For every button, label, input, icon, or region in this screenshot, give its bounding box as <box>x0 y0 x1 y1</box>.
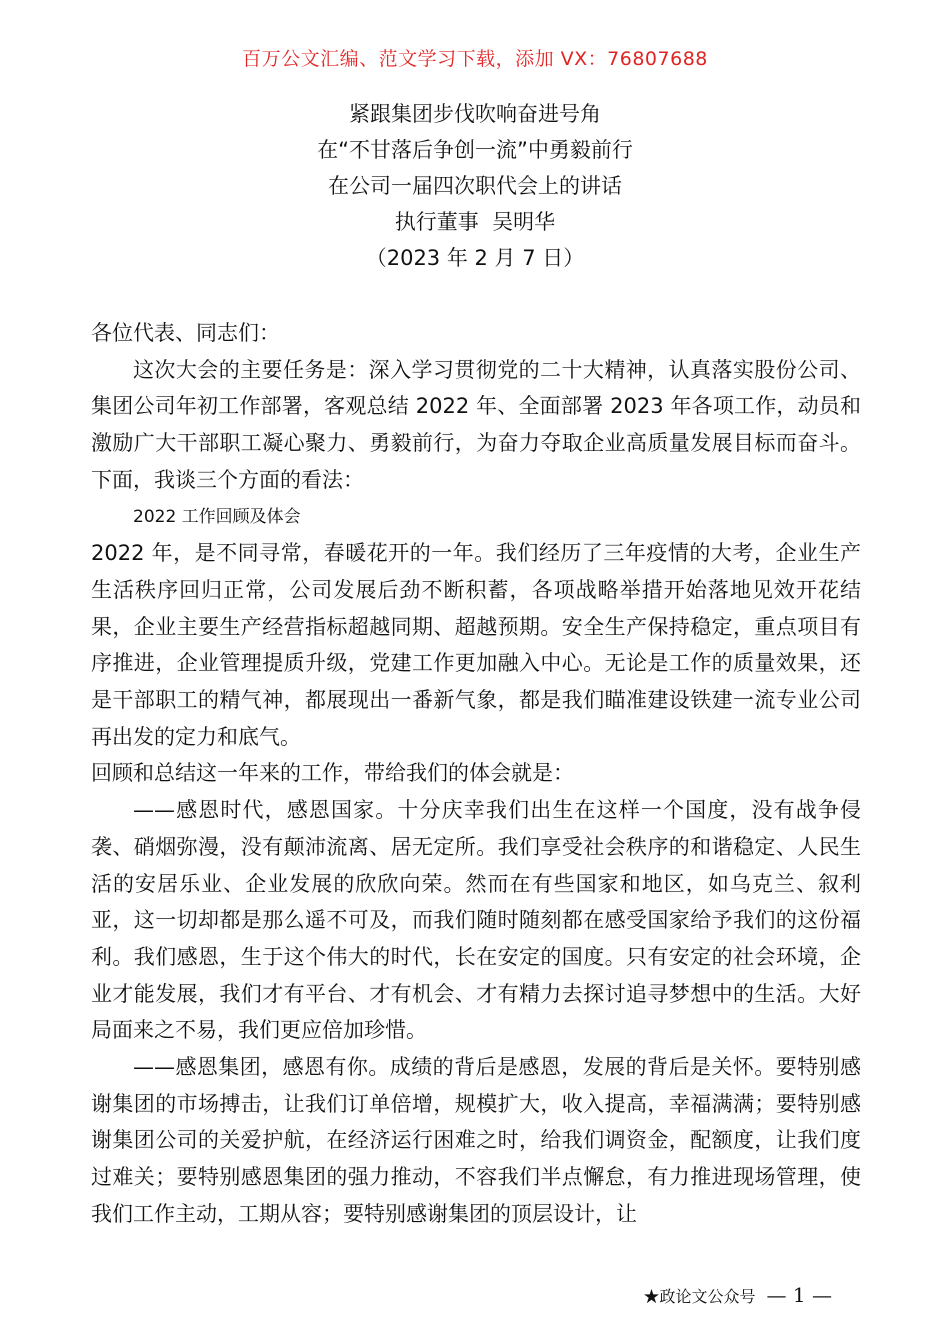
point-2-paragraph: ——感恩集团，感恩有你。成绩的背后是感恩，发展的背后是关怀。要特别感谢集团的市场搏击，让我们订单倍增，规模扩大，收入提高，幸福满满；要特别感谢集团公司的关爱护航，在经济运行困难之时，给我们调资金，配额度，让我们度过难关；要特别感恩集团的强力推动，不容我们半点懈怠，有力推进现场管理，使我们工作主动，工期从容；要特别感谢集团的顶层设计，让 <box>91 1055 861 1226</box>
title-line-3: 在公司一届四次职代会上的讲话 <box>328 174 622 198</box>
section-heading: 2022 工作回顾及体会 <box>133 506 301 527</box>
speech-title-block <box>0 96 950 276</box>
title-line-2: 在“不甘落后争创一流”中勇毅前行 <box>317 138 633 162</box>
intro-paragraph: 这次大会的主要任务是：深入学习贯彻党的二十大精神，认真落实股份公司、集团公司年初工作部署，客观总结 2022 年、全面部署 2023 年各项工作，动员和激励广大干部职工凝心聚力、勇毅前行，为奋力夺取企业高质量发展目标而奋斗。下面，我谈三个方面的看法： <box>91 357 861 492</box>
title-line-1: 紧跟集团步伐吹响奋进号角 <box>349 102 601 126</box>
point-1-paragraph: ——感恩时代，感恩国家。十分庆幸我们出生在这样一个国度，没有战争侵袭、硝烟弥漫，没有颠沛流离、居无定所。我们享受社会秩序的和谐稳定、人民生活的安居乐业、企业发展的欣欣向荣。然而在有些国家和地区，如乌克兰、叙利亚，这一切却都是那么遥不可及，而我们随时随刻都在感受国家给予我们的这份福利。我们感恩，生于这个伟大的时代，长在安定的国度。只有安定的社会环境，企业才能发展，我们才有平台、才有机会、才有精力去探讨追寻梦想中的生活。大好局面来之不易，我们更应倍加珍惜。 <box>91 798 861 1043</box>
footer-source: ★政论文公众号 <box>643 1287 756 1306</box>
speech-body <box>91 315 861 1233</box>
speaker-line: 执行董事 吴明华 <box>394 210 556 234</box>
review-paragraph: 2022 年，是不同寻常，春暖花开的一年。我们经历了三年疫情的大考，企业生产生活秩序回归正常，公司发展后劲不断积蓄，各项战略举措开始落地见效开花结果，企业主要生产经营指标超越同期、超越预期。安全生产保持稳定，重点项目有序推进，企业管理提质升级，党建工作更加融入中心。无论是工作的质量效果，还是干部职工的精气神，都展现出一番新气象，都是我们瞄准建设铁建一流专业公司再出发的定力和底气。 <box>91 541 861 749</box>
page-number: — 1 — <box>766 1283 832 1307</box>
page-footer <box>643 1283 832 1307</box>
salutation: 各位代表、同志们： <box>91 321 280 345</box>
date-line: （2023 年 2 月 7 日） <box>365 246 585 270</box>
summary-lead-paragraph: 回顾和总结这一年来的工作，带给我们的体会就是： <box>91 761 574 786</box>
watermark-banner: 百万公文汇编、范文学习下载，添加 VX：76807688 <box>242 48 708 70</box>
